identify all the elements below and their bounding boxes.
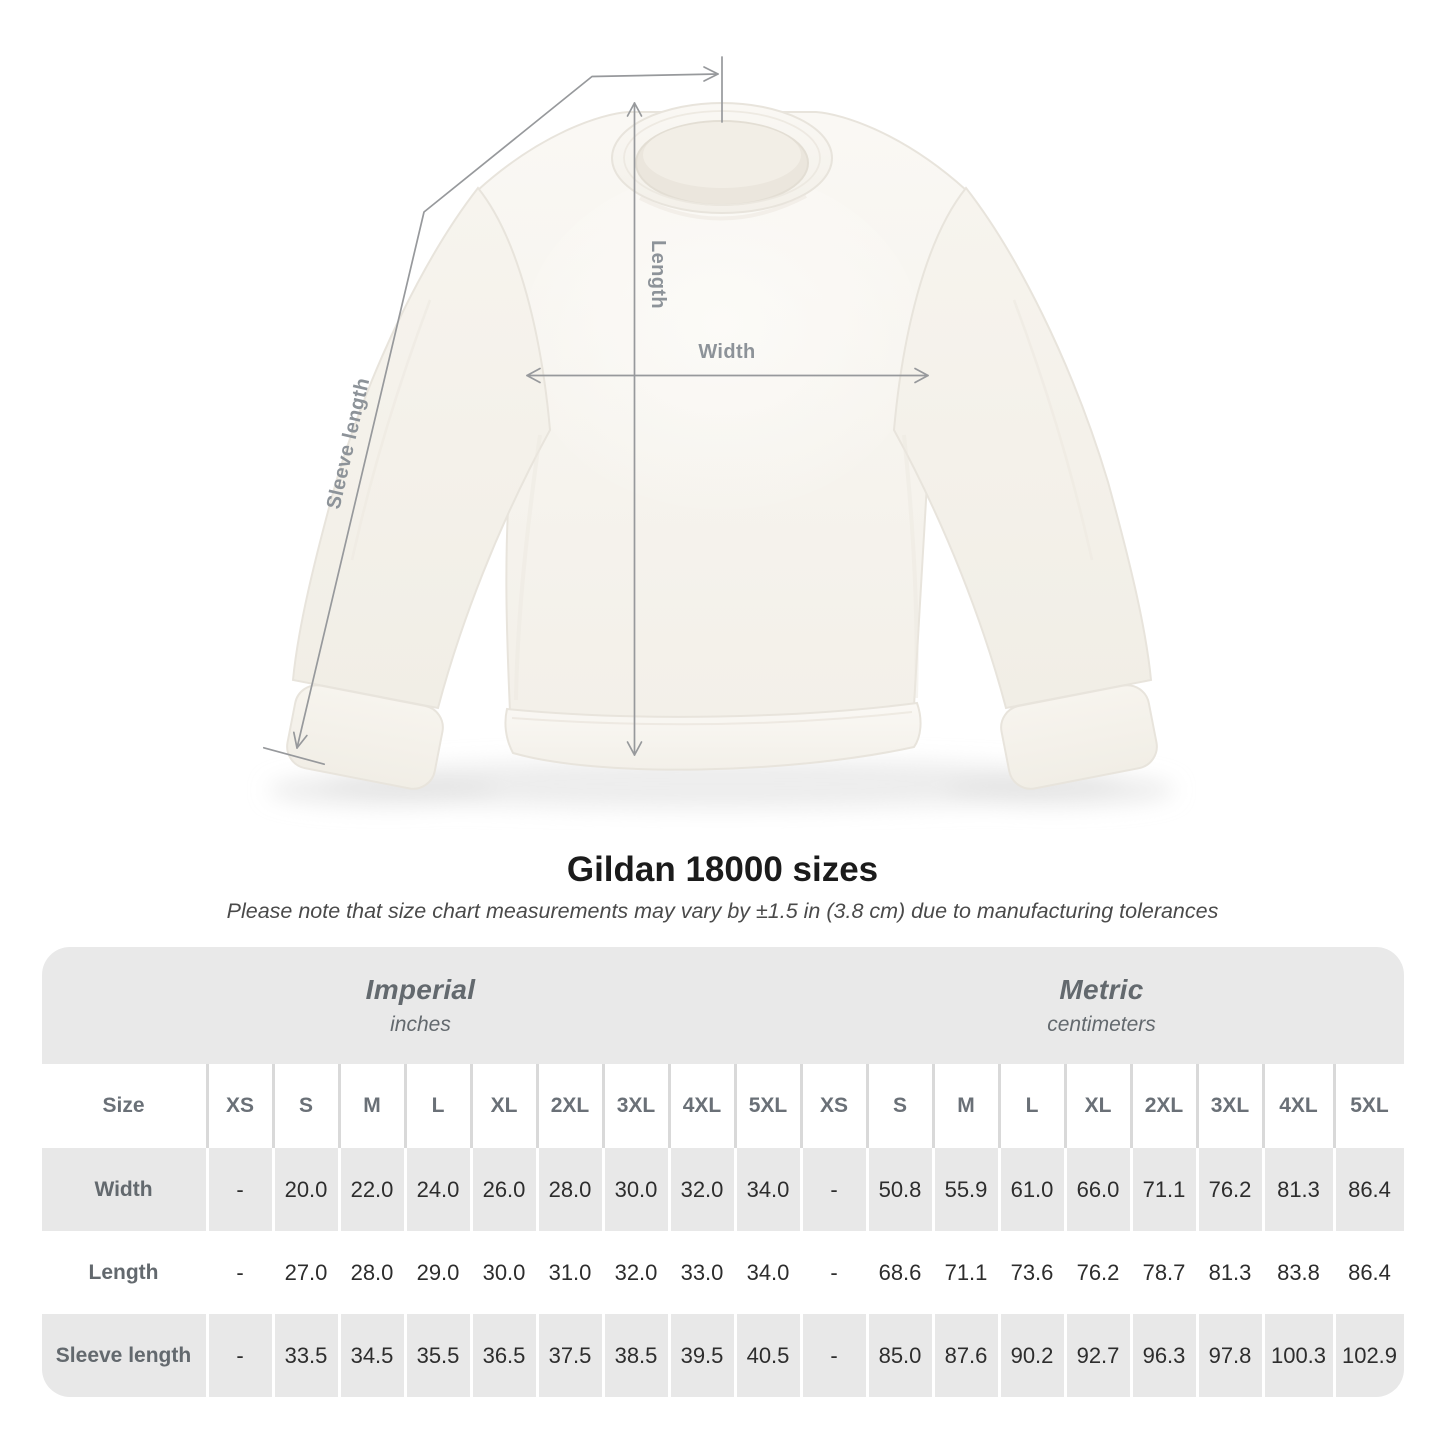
page-title: Gildan 18000 sizes bbox=[566, 850, 879, 889]
size-header-imperial-3xl: 3XL bbox=[605, 1064, 668, 1148]
cell-metric-5xl: 86.4 bbox=[1336, 1231, 1404, 1314]
cell-metric-4xl: 81.3 bbox=[1265, 1148, 1333, 1231]
cell-imperial-s: 27.0 bbox=[275, 1231, 338, 1314]
cell-imperial-s: 20.0 bbox=[275, 1148, 338, 1231]
cell-imperial-4xl: 32.0 bbox=[671, 1148, 734, 1231]
cell-imperial-l: 24.0 bbox=[407, 1148, 470, 1231]
cell-metric-s: 68.6 bbox=[869, 1231, 932, 1314]
cell-imperial-xs: - bbox=[209, 1314, 272, 1397]
cell-metric-s: 85.0 bbox=[869, 1314, 932, 1397]
cell-imperial-5xl: 34.0 bbox=[737, 1231, 800, 1314]
collar-back-neck bbox=[643, 122, 801, 188]
size-header-metric-s: S bbox=[869, 1064, 932, 1148]
size-header-row bbox=[42, 1064, 1404, 1148]
size-table bbox=[42, 1064, 1404, 1397]
cell-metric-m: 71.1 bbox=[935, 1231, 998, 1314]
cell-imperial-4xl: 39.5 bbox=[671, 1314, 734, 1397]
cell-metric-xl: 92.7 bbox=[1067, 1314, 1130, 1397]
metric-group-header bbox=[800, 974, 1404, 1037]
cell-metric-2xl: 78.7 bbox=[1133, 1231, 1196, 1314]
length-dimension-label: Length bbox=[647, 240, 669, 310]
cell-metric-2xl: 71.1 bbox=[1133, 1148, 1196, 1231]
size-header-imperial-xl: XL bbox=[473, 1064, 536, 1148]
cell-metric-3xl: 97.8 bbox=[1199, 1314, 1262, 1397]
size-header-metric-2xl: 2XL bbox=[1133, 1064, 1196, 1148]
size-header-imperial-4xl: 4XL bbox=[671, 1064, 734, 1148]
cell-metric-4xl: 83.8 bbox=[1265, 1231, 1333, 1314]
row-label: Sleeve length bbox=[42, 1314, 206, 1397]
cell-imperial-l: 35.5 bbox=[407, 1314, 470, 1397]
measurement-row-width bbox=[42, 1148, 1404, 1231]
cell-metric-5xl: 86.4 bbox=[1336, 1148, 1404, 1231]
cell-imperial-3xl: 30.0 bbox=[605, 1148, 668, 1231]
cell-metric-xs: - bbox=[803, 1231, 866, 1314]
size-header-metric-5xl: 5XL bbox=[1336, 1064, 1404, 1148]
cell-imperial-xl: 30.0 bbox=[473, 1231, 536, 1314]
metric-group-name: Metric bbox=[1059, 974, 1144, 1005]
size-column-header: Size bbox=[42, 1064, 206, 1148]
cell-metric-l: 73.6 bbox=[1001, 1231, 1064, 1314]
cell-imperial-2xl: 28.0 bbox=[539, 1148, 602, 1231]
cell-imperial-xs: - bbox=[209, 1231, 272, 1314]
cell-metric-s: 50.8 bbox=[869, 1148, 932, 1231]
cell-imperial-xl: 36.5 bbox=[473, 1314, 536, 1397]
cell-metric-m: 87.6 bbox=[935, 1314, 998, 1397]
sweatshirt-right-sleeve bbox=[894, 188, 1151, 708]
size-table-card bbox=[42, 947, 1404, 1397]
size-header-metric-4xl: 4XL bbox=[1265, 1064, 1333, 1148]
cell-metric-l: 90.2 bbox=[1001, 1314, 1064, 1397]
cell-imperial-3xl: 32.0 bbox=[605, 1231, 668, 1314]
cell-imperial-s: 33.5 bbox=[275, 1314, 338, 1397]
measurement-row-sleeve-length bbox=[42, 1314, 1404, 1397]
cell-imperial-2xl: 37.5 bbox=[539, 1314, 602, 1397]
cell-metric-2xl: 96.3 bbox=[1133, 1314, 1196, 1397]
cell-metric-xl: 66.0 bbox=[1067, 1148, 1130, 1231]
cell-imperial-xs: - bbox=[209, 1148, 272, 1231]
cell-imperial-m: 28.0 bbox=[341, 1231, 404, 1314]
size-header-metric-m: M bbox=[935, 1064, 998, 1148]
cell-metric-m: 55.9 bbox=[935, 1148, 998, 1231]
cell-metric-xl: 76.2 bbox=[1067, 1231, 1130, 1314]
cell-metric-l: 61.0 bbox=[1001, 1148, 1064, 1231]
tolerance-note: Please note that size chart measurements may vary by ±1.5 in (3.8 cm) due to manufacturing tolerances bbox=[226, 899, 1219, 923]
cell-imperial-xl: 26.0 bbox=[473, 1148, 536, 1231]
imperial-group-name: Imperial bbox=[365, 974, 476, 1005]
cell-imperial-2xl: 31.0 bbox=[539, 1231, 602, 1314]
sweatshirt bbox=[283, 103, 1160, 793]
row-label: Length bbox=[42, 1231, 206, 1314]
size-header-metric-l: L bbox=[1001, 1064, 1064, 1148]
cell-imperial-5xl: 34.0 bbox=[737, 1148, 800, 1231]
unit-group-band bbox=[42, 947, 1404, 1064]
size-header-imperial-m: M bbox=[341, 1064, 404, 1148]
size-header-imperial-5xl: 5XL bbox=[737, 1064, 800, 1148]
imperial-group-header bbox=[42, 974, 800, 1037]
cell-metric-xs: - bbox=[803, 1148, 866, 1231]
imperial-group-unit: inches bbox=[390, 1013, 451, 1036]
cell-imperial-5xl: 40.5 bbox=[737, 1314, 800, 1397]
size-header-imperial-2xl: 2XL bbox=[539, 1064, 602, 1148]
size-header-imperial-xs: XS bbox=[209, 1064, 272, 1148]
sleeve-length-dimension-label: Sleeve length bbox=[322, 375, 375, 512]
size-header-metric-3xl: 3XL bbox=[1199, 1064, 1262, 1148]
cell-metric-xs: - bbox=[803, 1314, 866, 1397]
size-header-metric-xs: XS bbox=[803, 1064, 866, 1148]
cell-metric-3xl: 76.2 bbox=[1199, 1148, 1262, 1231]
measurement-row-length bbox=[42, 1231, 1404, 1314]
size-header-imperial-l: L bbox=[407, 1064, 470, 1148]
cell-metric-3xl: 81.3 bbox=[1199, 1231, 1262, 1314]
metric-group-unit: centimeters bbox=[1047, 1013, 1156, 1036]
size-header-metric-xl: XL bbox=[1067, 1064, 1130, 1148]
row-label: Width bbox=[42, 1148, 206, 1231]
cell-metric-5xl: 102.9 bbox=[1336, 1314, 1404, 1397]
cell-imperial-l: 29.0 bbox=[407, 1231, 470, 1314]
cell-imperial-m: 22.0 bbox=[341, 1148, 404, 1231]
cell-imperial-3xl: 38.5 bbox=[605, 1314, 668, 1397]
cell-metric-4xl: 100.3 bbox=[1265, 1314, 1333, 1397]
size-header-imperial-s: S bbox=[275, 1064, 338, 1148]
cell-imperial-m: 34.5 bbox=[341, 1314, 404, 1397]
width-dimension-label: Width bbox=[698, 341, 756, 363]
cell-imperial-4xl: 33.0 bbox=[671, 1231, 734, 1314]
